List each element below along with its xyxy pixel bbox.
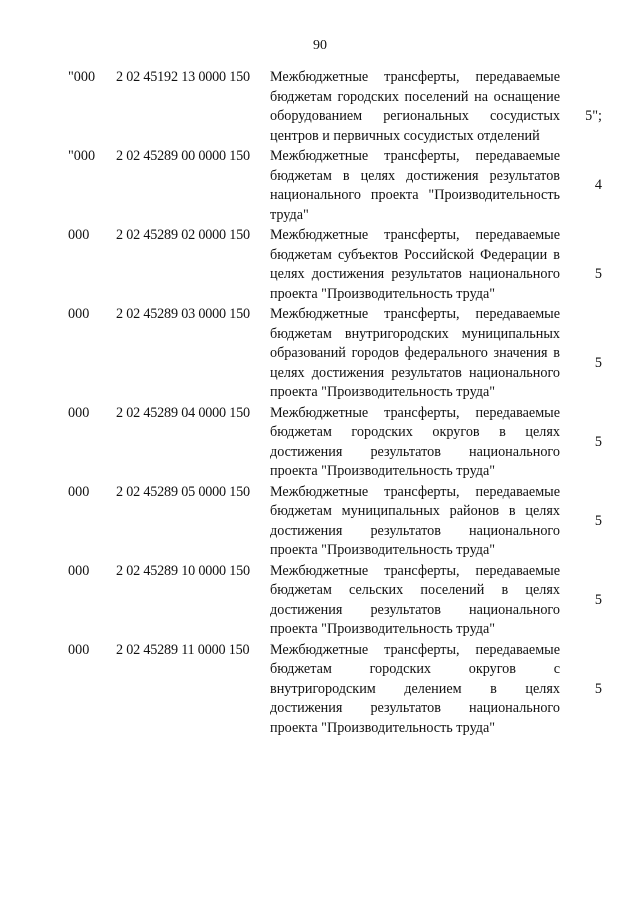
revenue-name: Межбюджетные трансферты, передаваемые бюджетам субъектов Российской Федерации в целях достижения результатов национального проекта "Производительность труда"	[270, 227, 560, 302]
revenue-name: Межбюджетные трансферты, передаваемые бюджетам сельских поселений в целях достижения результатов национального проекта "Производительность труда"	[270, 562, 560, 637]
table-row	[0, 483, 640, 561]
budget-classification-code: 2 02 45289 02 0000 150	[116, 227, 250, 243]
admin-code: 000	[68, 306, 90, 322]
budget-classification-code: 2 02 45289 10 0000 150	[116, 562, 250, 579]
admin-code: 000	[68, 641, 90, 658]
revenue-name: Межбюджетные трансферты, передаваемые бюджетам городских округов в целях достижения результатов национального проекта "Производительность труда"	[270, 404, 560, 479]
revenue-name: Межбюджетные трансферты, передаваемые бюджетам городских поселений на оснащение оборудованием региональных сосудистых центров и первичных сосудистых отделений	[270, 69, 560, 144]
revenue-name: Межбюджетные трансферты, передаваемые бюджетам городских округов с внутригородским делением в целях достижения результатов национального проекта "Производительность труда"	[270, 641, 560, 736]
admin-code: "000	[68, 69, 96, 85]
budget-classification-code: 2 02 45289 04 0000 150	[116, 404, 250, 421]
row-value: 5	[594, 591, 602, 608]
budget-code-table	[0, 68, 640, 738]
table-row	[0, 404, 640, 482]
budget-classification-code: 2 02 45289 05 0000 150	[116, 483, 250, 500]
row-value: 5	[594, 433, 602, 450]
table-row	[0, 641, 640, 739]
page-number: 90	[313, 38, 327, 53]
table-row	[0, 68, 640, 146]
table-row	[0, 305, 640, 403]
budget-classification-code: 2 02 45289 03 0000 150	[116, 306, 250, 322]
budget-classification-code: 2 02 45289 00 0000 150	[116, 148, 250, 164]
table-row	[0, 226, 640, 304]
revenue-name: Межбюджетные трансферты, передаваемые бюджетам в целях достижения результатов национального проекта "Производительность труда"	[270, 148, 560, 223]
row-value: 4	[594, 177, 602, 193]
row-value: 5";	[585, 108, 602, 124]
admin-code: "000	[68, 148, 96, 164]
revenue-name: Межбюджетные трансферты, передаваемые бюджетам внутригородских муниципальных образований городов федерального значения в целях достижения результатов национального проекта "Производительность труда"	[270, 306, 560, 400]
admin-code: 000	[68, 562, 90, 579]
admin-code: 000	[68, 404, 90, 421]
row-value: 5	[594, 512, 602, 529]
table-row	[0, 562, 640, 640]
row-value: 5	[594, 355, 602, 371]
table-row	[0, 147, 640, 225]
budget-classification-code: 2 02 45289 11 0000 150	[116, 641, 250, 658]
row-value: 5	[594, 266, 602, 282]
admin-code: 000	[68, 483, 90, 500]
admin-code: 000	[68, 227, 90, 243]
row-value: 5	[594, 680, 602, 697]
budget-classification-code: 2 02 45192 13 0000 150	[116, 69, 250, 85]
revenue-name: Межбюджетные трансферты, передаваемые бюджетам муниципальных районов в целях достижения результатов национального проекта "Производительность труда"	[270, 483, 560, 558]
